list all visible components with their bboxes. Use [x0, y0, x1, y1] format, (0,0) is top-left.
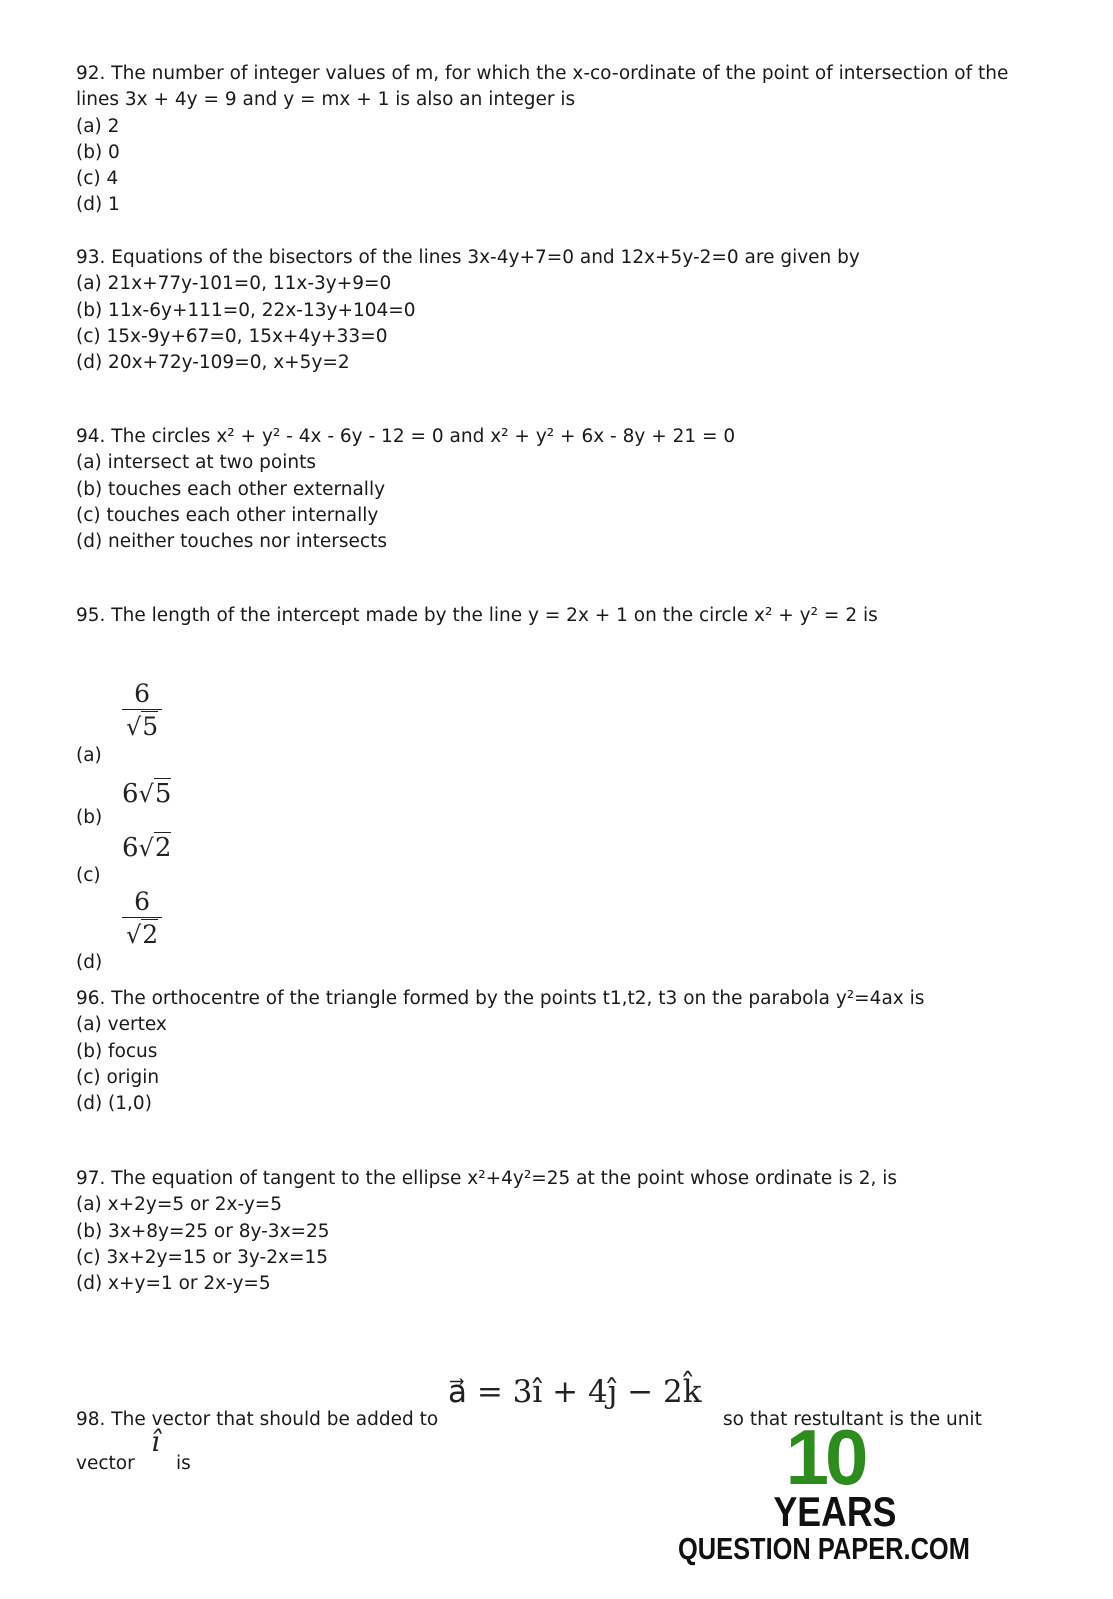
option-d-label: (d): [76, 952, 103, 973]
sqrt-icon: √: [126, 713, 142, 741]
option-a-label: (a): [76, 745, 102, 766]
question-97: [76, 1166, 897, 1297]
fraction-numerator: 6: [134, 887, 151, 916]
option-a: (a) intersect at two points: [76, 452, 316, 474]
option-c: (c) touches each other internally: [76, 504, 379, 526]
question-text: 94. The circles x² + y² - 4x - 6y - 12 = 0 and x² + y² + 6x - 8y + 21 = 0: [76, 426, 736, 447]
question-text: 97. The equation of tangent to the ellipse x²+4y²=25 at the point whose ordinate is 2, is: [76, 1168, 898, 1189]
option-d: (d) neither touches nor intersects: [76, 531, 387, 553]
option-a: (a) x+2y=5 or 2x-y=5: [76, 1194, 283, 1216]
option-d: (d) (1,0): [76, 1093, 152, 1115]
vector-expression: a⃗ = 3î + 4ĵ − 2k̂: [448, 1374, 702, 1410]
sqrt-icon: √: [138, 780, 154, 808]
question-text: 92. The number of integer values of m, for which the x-co-ordinate of the point of intersection of the: [76, 63, 1009, 84]
radicand: 2: [142, 920, 159, 949]
question-95: [76, 603, 878, 973]
option-b: (b) 3x+8y=25 or 8y-3x=25: [76, 1220, 330, 1242]
option-d-fraction: [122, 887, 162, 950]
option-c: (c) 4: [76, 168, 119, 190]
radicand: 5: [154, 779, 172, 809]
question-text: 98. The vector that should be added to: [76, 1409, 439, 1430]
option-b-label: (b): [76, 807, 103, 828]
option-c: (c) 3x+2y=15 or 3y-2x=15: [76, 1246, 328, 1268]
sqrt-icon: √: [126, 921, 142, 949]
option-a: (a) vertex: [76, 1014, 167, 1036]
fraction-numerator: 6: [134, 679, 151, 708]
option-b: (b) 11x-6y+111=0, 22x-13y+104=0: [76, 299, 416, 321]
radicand: 5: [142, 712, 159, 741]
option-d: (d) x+y=1 or 2x-y=5: [76, 1273, 271, 1295]
logo-site-name: QUESTION PAPER.COM: [678, 1531, 970, 1566]
question-93: [76, 245, 860, 376]
logo-word: YEARS: [773, 1488, 897, 1535]
coefficient: 6: [122, 779, 139, 809]
option-b-expression: [122, 781, 171, 807]
option-c: (c) 15x-9y+67=0, 15x+4y+33=0: [76, 325, 388, 347]
logo-number: 10: [785, 1413, 865, 1501]
question-text: vector: [76, 1453, 135, 1474]
sqrt-icon: √: [138, 834, 154, 862]
radicand: 2: [154, 833, 172, 863]
option-a-fraction: [122, 679, 162, 742]
question-text: 95. The length of the intercept made by the line y = 2x + 1 on the circle x² + y² = 2 is: [76, 605, 878, 626]
option-d: (d) 20x+72y-109=0, x+5y=2: [76, 352, 350, 374]
question-96: [76, 986, 924, 1117]
option-b: (b) focus: [76, 1040, 158, 1062]
question-text: 96. The orthocentre of the triangle formed by the points t1,t2, t3 on the parabola y²=4ax is: [76, 988, 925, 1009]
option-a: (a) 2: [76, 115, 120, 137]
option-c: (c) origin: [76, 1066, 160, 1088]
question-text: lines 3x + 4y = 9 and y = mx + 1 is also an integer is: [76, 89, 576, 111]
question-92: [76, 61, 1008, 219]
option-c-expression: [122, 835, 171, 861]
option-b: (b) touches each other externally: [76, 478, 386, 500]
option-b: (b) 0: [76, 141, 120, 163]
option-d: (d) 1: [76, 194, 120, 216]
coefficient: 6: [122, 833, 139, 863]
question-text: is: [176, 1453, 191, 1474]
question-text: 93. Equations of the bisectors of the lines 3x-4y+7=0 and 12x+5y-2=0 are given by: [76, 247, 860, 268]
unit-vector-symbol: î: [151, 1425, 160, 1458]
question-94: [76, 424, 735, 555]
question-text: so that restultant is the unit: [723, 1409, 982, 1430]
option-c-label: (c): [76, 865, 101, 886]
option-a: (a) 21x+77y-101=0, 11x-3y+9=0: [76, 273, 392, 295]
